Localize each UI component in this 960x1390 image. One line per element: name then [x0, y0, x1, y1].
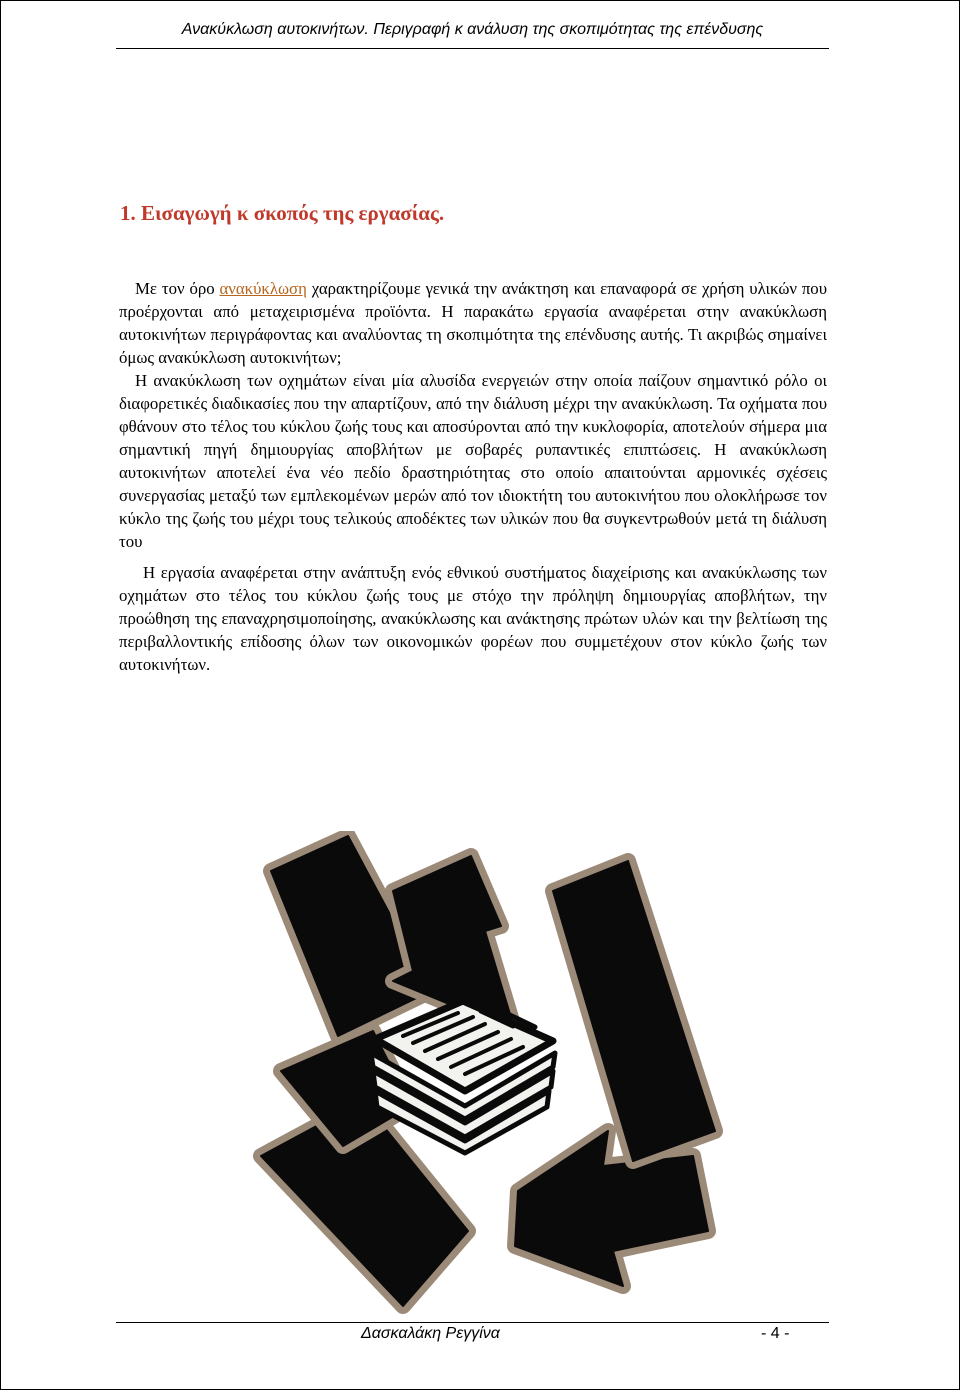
recycling-link[interactable]: ανακύκλωση — [219, 279, 307, 298]
footer-rule — [116, 1322, 829, 1323]
recycle-newspapers-icon — [253, 831, 723, 1321]
newspaper-bundle — [371, 1001, 555, 1153]
paragraph-1 — [119, 277, 827, 369]
paragraph-3: Η εργασία αναφέρεται στην ανάπτυξη ενός εθνικού συστήματος διαχείρισης και ανακύκλωσης των οχημάτων στο τέλος του κύκλου ζωής τους με στόχο την πρόληψη δημιουργίας αποβλήτων, την προώθηση της επαναχρησιμοποίησης, ανακύκλωσης και ανάκτησης πρώτων υλών και την βελτίωση της περιβαλλοντικής επίδοσης όλων των οικονομικών φορέων που συμμετέχουν στον κύκλο ζωής των αυτοκινήτων. — [119, 563, 827, 674]
body-text — [119, 277, 827, 676]
page-number: - 4 - — [761, 1325, 790, 1342]
header-rule — [116, 48, 829, 49]
paragraph-1-rest: χαρακτηρίζουμε γενικά την ανάκτηση και επαναφορά σε χρήση υλικών που προέρχονται από μεταχειρισμένα προϊόντα. Η παρακάτω εργασία αναφέρεται στην ανακύκλωση αυτοκινήτων περιγράφοντας και αναλύοντας τη σκοπιμότητα της επένδυσης αυτής. Τι ακριβώς σημαίνει όμως ανακύκλωση αυτοκινήτων; — [119, 279, 828, 367]
paragraph-1-start: Με τον όρο — [135, 279, 220, 298]
footer-author: Δασκαλάκη Ρεγγίνα — [361, 1325, 500, 1342]
section-title: 1. Εισαγωγή κ σκοπός της εργασίας. — [120, 201, 445, 225]
paragraph-2: Η ανακύκλωση των οχημάτων είναι μία αλυσίδα ενεργειών στην οποία παίζουν σημαντικό ρόλο οι διαφορετικές διαδικασίες που την απαρτίζουν, από την διάλυση μέχρι την ανακύκλωση. Τα οχήματα που φθάνουν στο τέλος του κύκλου ζωής τους και αποσύρονται από την κυκλοφορία, αποτελούν σήμερα μια σημαντική πηγή δημιουργίας αποβλήτων με σοβαρές ρυπαντικές επιπτώσεις. Η ανακύκλωση αυτοκινήτων αποτελεί ένα νέο πεδίο δραστηριότητας στο οποίο απαιτούνται αρμονικές σχέσεις συνεργασίας μεταξύ των εμπλεκομένων μερών από τον ιδιοκτήτη του αυτοκινήτου που ολοκλήρωσε τον κύκλο της ζωής του μέχρι τους τελικούς αποδέκτες των υλικών που θα συγκεντρωθούν μετά τη διάλυση του — [119, 371, 827, 551]
running-header: Ανακύκλωση αυτοκινήτων. Περιγραφή κ ανάλυση της σκοπιμότητας της επένδυσης — [181, 21, 764, 38]
